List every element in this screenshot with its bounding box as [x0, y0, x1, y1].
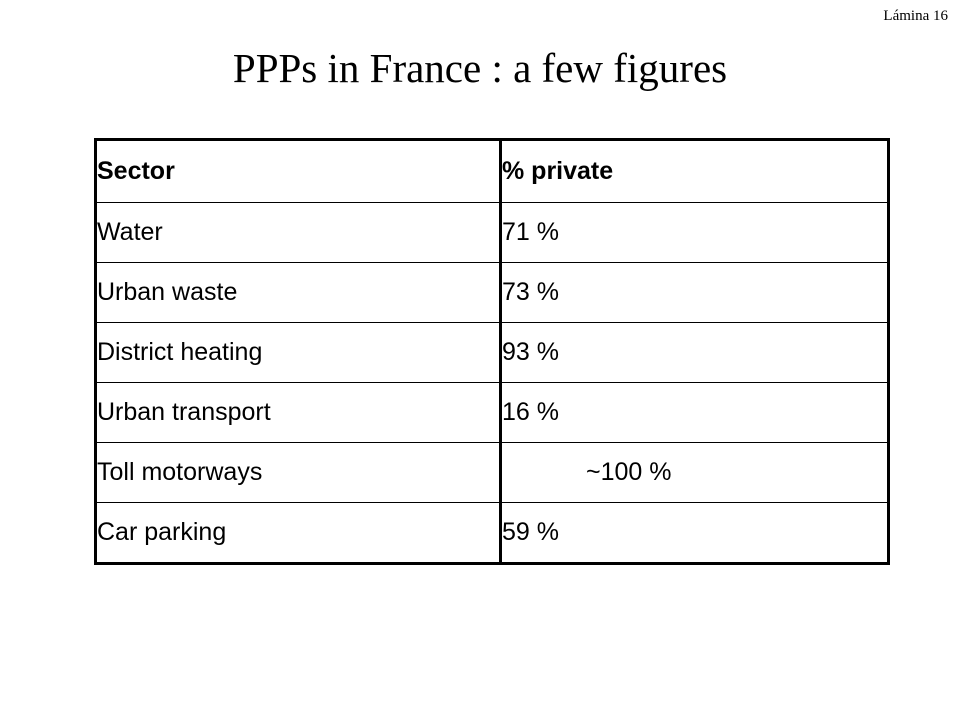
private-share-cell: ~100 % [501, 443, 889, 503]
table-row [96, 443, 889, 503]
ppp-figures-table [94, 138, 890, 565]
private-share-cell: 73 % [501, 263, 889, 323]
table-row [96, 323, 889, 383]
private-share-cell: 16 % [501, 383, 889, 443]
table-row [96, 383, 889, 443]
private-share-cell: 71 % [501, 203, 889, 263]
table-row [96, 263, 889, 323]
private-share-cell: 59 % [501, 503, 889, 564]
sector-cell: Urban transport [96, 383, 501, 443]
sector-cell: Car parking [96, 503, 501, 564]
private-share-cell: 93 % [501, 323, 889, 383]
header-private: % private [501, 140, 889, 203]
slide-title: PPPs in France : a few figures [232, 45, 728, 91]
slide-number: Lámina 16 [883, 8, 948, 24]
header-sector: Sector [96, 140, 501, 203]
sector-cell: Toll motorways [96, 443, 501, 503]
table-row [96, 203, 889, 263]
table-row [96, 503, 889, 564]
sector-cell: Water [96, 203, 501, 263]
sector-cell: District heating [96, 323, 501, 383]
table-header-row [96, 140, 889, 203]
sector-cell: Urban waste [96, 263, 501, 323]
